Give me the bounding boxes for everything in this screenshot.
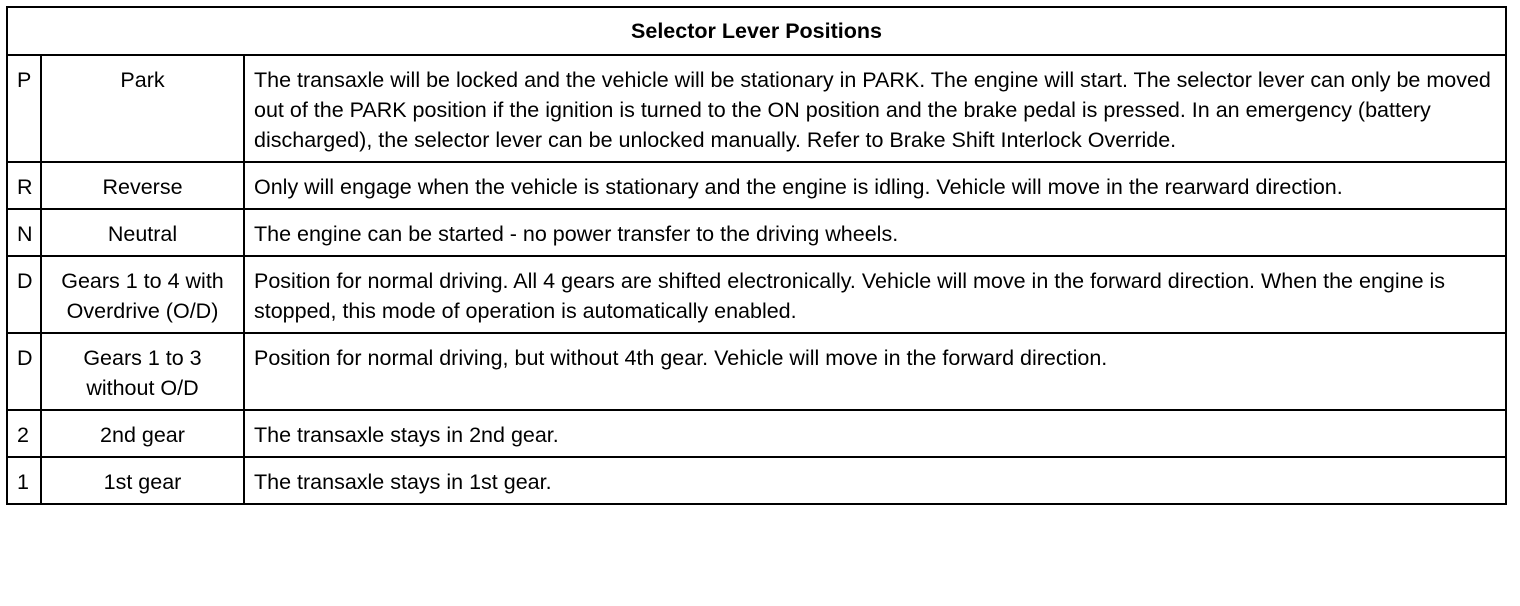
row-mode-name: 1st gear [41,457,244,504]
row-description: The transaxle stays in 2nd gear. [244,410,1506,457]
row-position: D [7,256,41,333]
table-row [7,55,1506,162]
row-mode-name: Reverse [41,162,244,209]
table-row [7,162,1506,209]
table-title: Selector Lever Positions [7,7,1506,55]
row-position: D [7,333,41,410]
table-row [7,333,1506,410]
row-position: 1 [7,457,41,504]
table-row [7,256,1506,333]
selector-lever-table-container [6,6,1507,505]
row-description: The transaxle will be locked and the vehicle will be stationary in PARK. The engine will start. The selector lever can only be moved out of the PARK position if the ignition is turned to the ON position and the brake pedal is pressed. In an emergency (battery discharged), the selector lever can be unlocked manually. Refer to Brake Shift Interlock Override. [244,55,1506,162]
row-position: N [7,209,41,256]
row-description: Only will engage when the vehicle is stationary and the engine is idling. Vehicle will move in the rearward direction. [244,162,1506,209]
table-row [7,410,1506,457]
table-row [7,457,1506,504]
row-position: 2 [7,410,41,457]
table-header-row [7,7,1506,55]
row-description: The engine can be started - no power transfer to the driving wheels. [244,209,1506,256]
selector-lever-table [6,6,1507,505]
row-mode-name: Gears 1 to 3 without O/D [41,333,244,410]
row-description: The transaxle stays in 1st gear. [244,457,1506,504]
row-position: P [7,55,41,162]
row-mode-name: Gears 1 to 4 with Overdrive (O/D) [41,256,244,333]
table-row [7,209,1506,256]
row-mode-name: Park [41,55,244,162]
row-position: R [7,162,41,209]
row-description: Position for normal driving. All 4 gears are shifted electronically. Vehicle will move in the forward direction. When the engine is stopped, this mode of operation is automatically enabled. [244,256,1506,333]
row-mode-name: Neutral [41,209,244,256]
row-description: Position for normal driving, but without 4th gear. Vehicle will move in the forward direction. [244,333,1506,410]
row-mode-name: 2nd gear [41,410,244,457]
